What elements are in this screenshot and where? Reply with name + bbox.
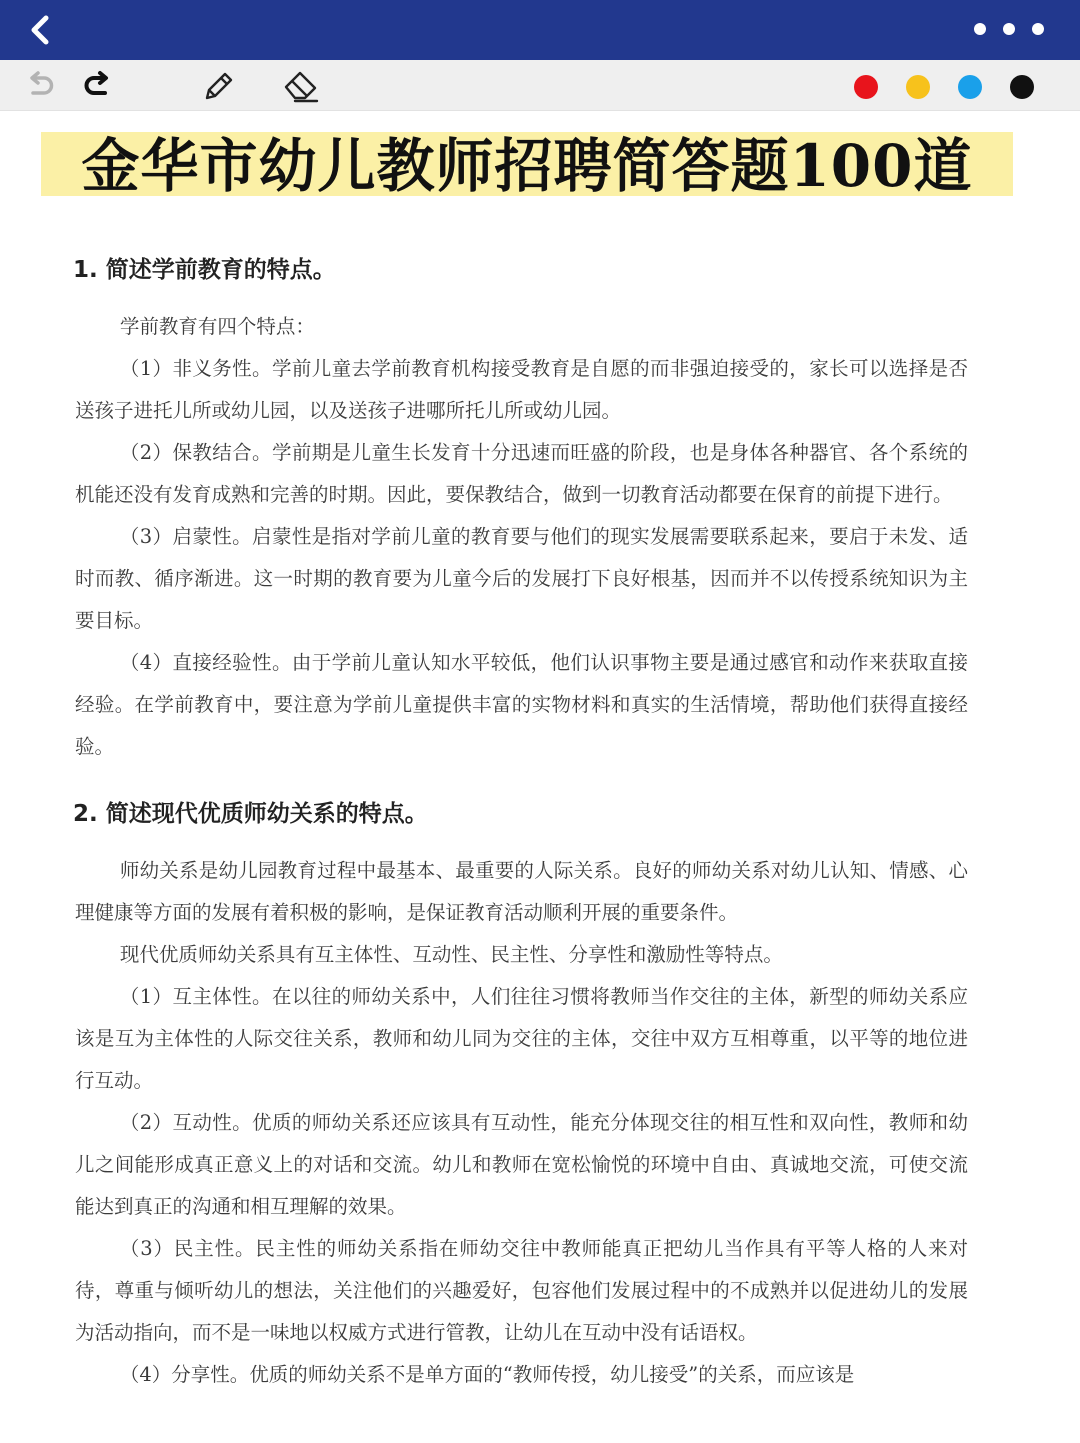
- eraser-icon: [281, 66, 321, 106]
- document-body: [75, 244, 968, 1396]
- answer-paragraph: （2）保教结合。学前期是儿童生长发育十分迅速而旺盛的阶段，也是身体各种器官、各个系统的机能还没有发育成熟和完善的时期。因此，要保教结合，做到一切教育活动都要在保育的前提下进行。: [75, 441, 968, 506]
- chevron-left-icon: [25, 15, 55, 45]
- redo-button[interactable]: [78, 66, 118, 106]
- answer-paragraph: 现代优质师幼关系具有互主体性、互动性、民主性、分享性和激励性等特点。: [119, 943, 783, 966]
- answer-paragraph: （3）民主性。民主性的师幼关系指在师幼交往中教师能真正把幼儿当作具有平等人格的人来对待，尊重与倾听幼儿的想法，关注他们的兴趣爱好，包容他们发展过程中的不成熟并以促进幼儿的发展为活动指向，而不是一味地以权威方式进行管教，让幼儿在互动中没有话语权。: [75, 1237, 968, 1344]
- more-dots-icon: [1032, 23, 1044, 35]
- redo-icon: [81, 69, 115, 103]
- answer-paragraph: 学前教育有四个特点：: [119, 315, 315, 338]
- answer-paragraph: （4）分享性。优质的师幼关系不是单方面的“教师传授，幼儿接受”的关系，而应该是: [119, 1363, 855, 1386]
- undo-icon: [23, 69, 57, 103]
- answer-paragraph: （4）直接经验性。由于学前儿童认知水平较低，他们认识事物主要是通过感官和动作来获取直接经验。在学前教育中，要注意为学前儿童提供丰富的实物材料和真实的生活情境，帮助他们获得直接经验。: [75, 651, 968, 758]
- more-options-button[interactable]: [974, 14, 1044, 44]
- top-navigation-bar: [0, 0, 1080, 60]
- color-swatch-yellow[interactable]: [906, 75, 930, 99]
- question-heading: 1. 简述学前教育的特点。: [73, 257, 336, 283]
- question-section: [75, 244, 968, 768]
- more-dots-icon: [1003, 23, 1015, 35]
- answer-paragraph: （2）互动性。优质的师幼关系还应该具有互动性，能充分体现交往的相互性和双向性，教师和幼儿之间能形成真正意义上的对话和交流。幼儿和教师在宽松愉悦的环境中自由、真诚地交流，可使交流能达到真正的沟通和相互理解的效果。: [75, 1111, 968, 1218]
- answer-paragraph: （1）非义务性。学前儿童去学前教育机构接受教育是自愿的而非强迫接受的，家长可以选择是否送孩子进托儿所或幼儿园，以及送孩子进哪所托儿所或幼儿园。: [75, 357, 968, 422]
- document-title: 金华市幼儿教师招聘简答题100道: [81, 132, 973, 200]
- question-heading: 2. 简述现代优质师幼关系的特点。: [73, 801, 428, 827]
- color-swatch-red[interactable]: [854, 75, 878, 99]
- answer-paragraph: 师幼关系是幼儿园教育过程中最基本、最重要的人际关系。良好的师幼关系对幼儿认知、情感、心理健康等方面的发展有着积极的影响，是保证教育活动顺利开展的重要条件。: [75, 859, 968, 924]
- undo-button[interactable]: [20, 66, 60, 106]
- eraser-tool-button[interactable]: [281, 66, 321, 106]
- answer-paragraph: （3）启蒙性。启蒙性是指对学前儿童的教育要与他们的现实发展需要联系起来，要启于未发、适时而教、循序渐进。这一时期的教育要为儿童今后的发展打下良好根基，因而并不以传授系统知识为主要目标。: [75, 525, 968, 632]
- more-dots-icon: [974, 23, 986, 35]
- question-section: [75, 788, 968, 1396]
- pen-tool-button[interactable]: [198, 66, 238, 106]
- color-swatch-black[interactable]: [1010, 75, 1034, 99]
- back-button[interactable]: [18, 8, 62, 52]
- pencil-icon: [199, 67, 237, 105]
- answer-paragraph: （1）互主体性。在以往的师幼关系中，人们往往习惯将教师当作交往的主体，新型的师幼关系应该是互为主体性的人际交往关系，教师和幼儿同为交往的主体，交往中双方互相尊重，以平等的地位进行互动。: [75, 985, 968, 1092]
- color-swatch-blue[interactable]: [958, 75, 982, 99]
